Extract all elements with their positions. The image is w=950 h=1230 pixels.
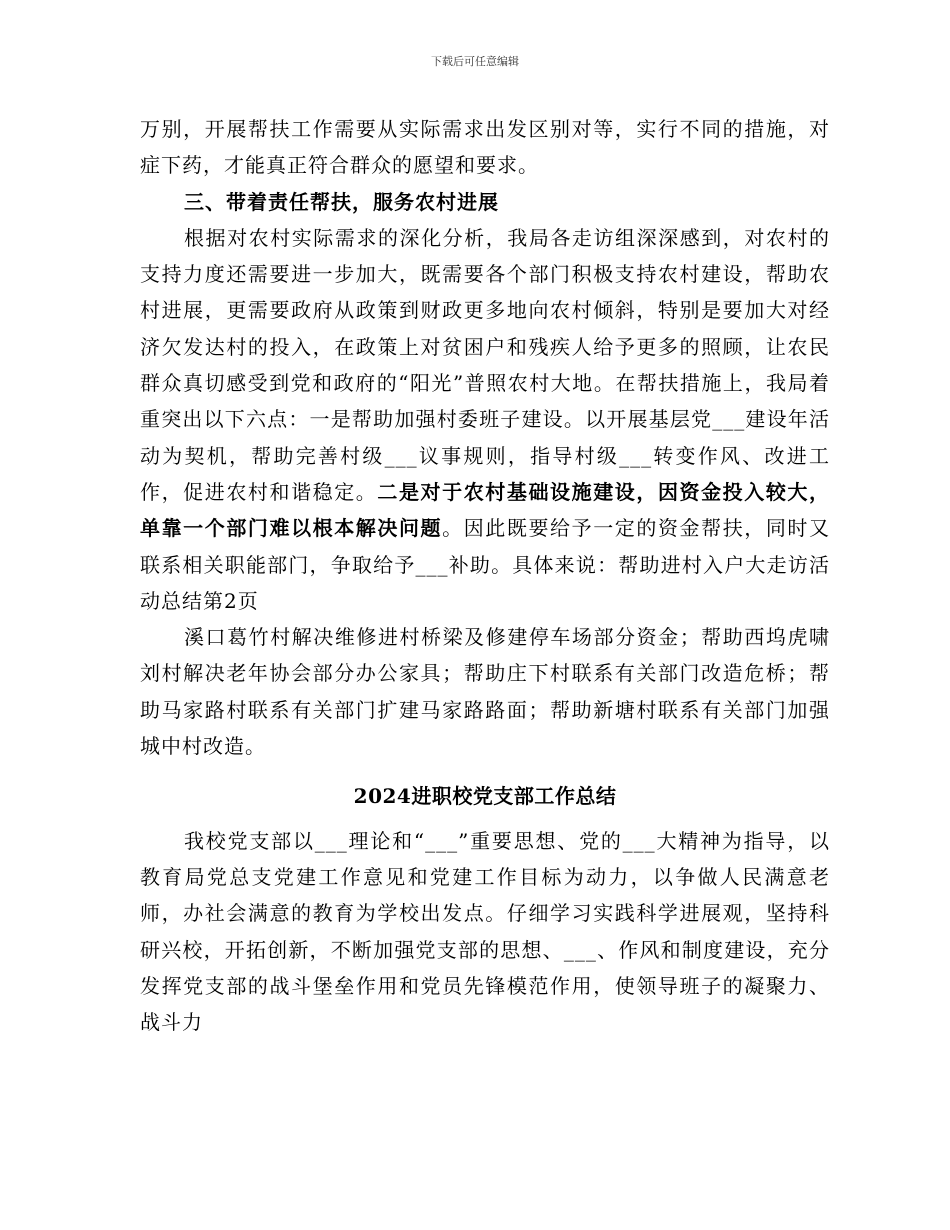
paragraph-party-branch: 我校党支部以___理论和“___”重要思想、党的___大精神为指导，以教育局党总支党建工作意见和党建工作目标为动力，以争做人民满意老师，办社会满意的教育为学校出发点。仔细学习实践科学进展观，坚持科研兴校，开拓创新，不断加强党支部的思想、___、作风和制度建设，充分发挥党支部的战斗堡垒作用和党员先锋模范作用，使领导班子的凝聚力、战斗力 (140, 828, 830, 1035)
bold-text: 二是对于农村基础设施建设，因资金投入较大，单靠一个部门难以根本解决问题 (140, 479, 831, 541)
paragraph-measures (140, 220, 830, 619)
paragraph-text: 根据对农村实际需求的深化分析，我局各走访组深深感到，对农村的支持力度还需要进一步加大，既需要各个部门积极支持农村建设，帮助农村进展，更需要政府从政策到财政更多地向农村倾斜，特别是要加大对经济欠发达村的投入，在政策上对贫困户和残疾人给予更多的照顾，让农民群众真切感受到党和政府的“阳光”普照农村大地。在帮扶措施上，我局着重突出以下六点：一是帮助加强村委班子建设。以开展基层党___建设年活动为契机，帮助完善村级___议事规则，指导村级___转变作风、改进工作，促进农村和谐稳定。 (140, 225, 830, 504)
page-header: 下载后可任意编辑 (431, 55, 519, 68)
paragraph-text: 。因此既要给予一定的资金帮扶，同时又联系相关职能部门，争取给予___补助。具体来说：帮助进村入户大走访活动总结第2页 (140, 516, 831, 613)
section-heading: 三、带着责任帮扶，服务农村进展 (184, 189, 499, 214)
document-body (140, 111, 830, 1040)
paragraph-continued: 万别，开展帮扶工作需要从实际需求出发区别对等，实行不同的措施，对症下药，才能真正符合群众的愿望和要求。 (140, 117, 830, 178)
paragraph-villages: 溪口葛竹村解决维修进村桥梁及修建停车场部分资金；帮助西坞虎啸刘村解决老年协会部分办公家具；帮助庄下村联系有关部门改造危桥；帮助马家路村联系有关部门扩建马家路路面；帮助新塘村联系有关部门加强城中村改造。 (140, 625, 830, 759)
document-title: 2024进职校党支部工作总结 (353, 784, 617, 809)
